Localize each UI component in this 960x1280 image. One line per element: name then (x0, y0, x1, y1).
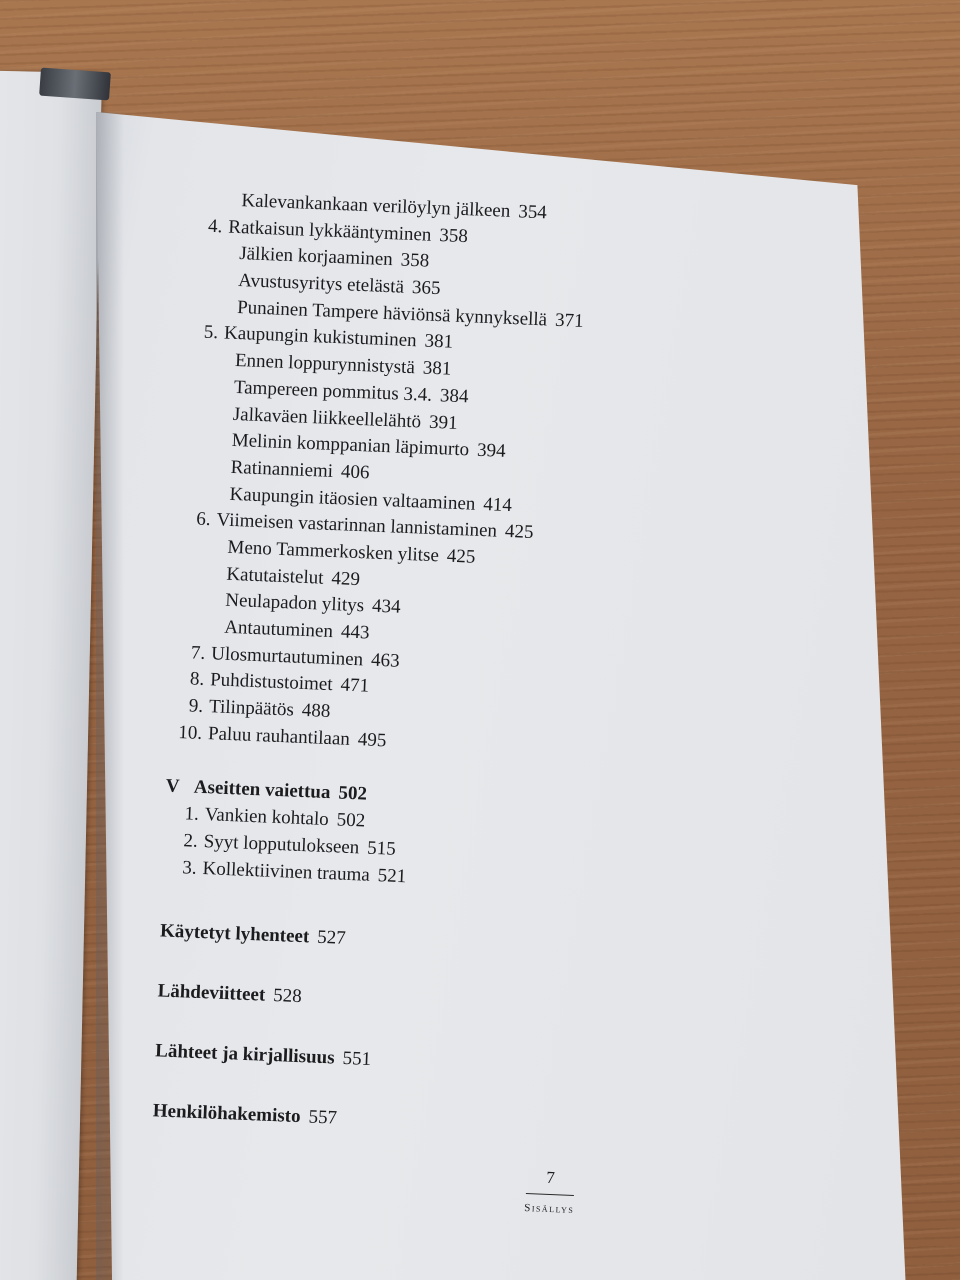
toc-title: Meno Tammerkosken ylitse (227, 536, 440, 567)
toc-title: Antautuminen (223, 616, 334, 643)
toc-title: Ratkaisun lykkääntyminen (227, 216, 432, 246)
toc-page-number: 371 (554, 309, 584, 332)
toc-chapter-number: 1. (184, 803, 200, 825)
toc-title: Kollektiivinen trauma (202, 857, 371, 886)
toc-page-number: 414 (482, 493, 513, 516)
toc-title: Lähteet ja kirjallisuus (154, 1040, 335, 1069)
toc-chapter-number: 2. (183, 830, 199, 852)
toc-title: Ulosmurtautuminen (210, 642, 364, 671)
toc-page-number: 502 (336, 809, 366, 832)
toc-title: Tilinpäätös (208, 696, 295, 721)
toc-page-number: 488 (301, 699, 331, 723)
toc-title: Jälkien korjaaminen (238, 243, 394, 271)
toc-page-number: 502 (337, 782, 368, 806)
toc-title: Kaupungin itäosien valtaaminen (229, 483, 476, 515)
page-footer (504, 1166, 596, 1217)
toc-title: Ratinanniemi (230, 456, 334, 482)
toc-page-number: 381 (424, 330, 454, 354)
toc-back-matter-entry (155, 1037, 676, 1088)
toc-page-number: 434 (371, 595, 401, 619)
page-number: 7 (545, 1167, 556, 1188)
toc-page-number: 443 (340, 621, 370, 644)
toc-page-number: 557 (308, 1106, 338, 1129)
toc-page-number: 471 (340, 674, 370, 697)
toc-title: Henkilöhakemisto (152, 1100, 301, 1128)
toc-chapter-number: 9. (188, 695, 204, 717)
toc-page-number: 358 (400, 249, 430, 273)
toc-page-number: 528 (272, 985, 303, 1008)
toc-page-number: 521 (377, 864, 407, 887)
toc-title: Vankien kohtalo (204, 804, 330, 831)
toc-page-number: 425 (446, 545, 476, 568)
toc-chapter-number: 3. (181, 856, 198, 879)
toc-title: Melinin komppanian läpimurto (231, 430, 470, 461)
toc-page-number: 527 (316, 926, 347, 950)
toc-title: Ennen loppurynnistystä (234, 350, 416, 379)
toc-title: Kaupungin kukistuminen (223, 322, 418, 352)
toc-chapter-number: 6. (195, 508, 212, 531)
toc-chapter-number: 10. (177, 721, 203, 744)
toc-page-number: 394 (476, 439, 506, 463)
running-head: Sisällys (523, 1201, 575, 1216)
toc-page-number: 515 (366, 837, 397, 860)
toc-title: Käytetyt lyhenteet (159, 920, 310, 948)
toc-title: Tampereen pommitus 3.4. (233, 376, 433, 406)
toc-page-number: 365 (411, 277, 441, 300)
toc-title: Syyt lopputulokseen (203, 830, 360, 859)
toc-page-number: 354 (517, 201, 548, 224)
toc-back-matter-entry (159, 917, 680, 968)
toc-page-number: 358 (438, 224, 469, 247)
toc-chapter-number: 7. (190, 642, 206, 664)
left-page-edge (0, 70, 102, 1280)
toc-title: Avustusyritys etelästä (237, 270, 405, 298)
toc-title: Lähdeviitteet (157, 980, 266, 1006)
toc-chapter-number: 5. (203, 322, 219, 344)
toc-title: Jalkaväen liikkeellelähtö (232, 403, 422, 432)
toc-title: Paluu rauhantilaan (207, 722, 351, 750)
toc-part-title: Aseitten vaiettua (193, 777, 331, 804)
toc-page-number: 429 (331, 567, 361, 590)
toc-page-number: 406 (340, 461, 370, 484)
toc-page-number: 384 (439, 385, 469, 408)
toc-title: Kalevankankaan verilöylyn jälkeen (241, 190, 511, 222)
toc-page-number: 551 (342, 1048, 372, 1071)
toc-title: Punainen Tampere häviönsä kynnyksellä (236, 296, 548, 331)
toc-chapter-number: 4. (207, 215, 223, 238)
toc-page-number: 463 (370, 649, 401, 672)
toc-part-numeral: V (165, 775, 181, 798)
toc-page-number: 391 (428, 411, 458, 434)
toc-title: Neulapadon ylitys (224, 590, 365, 617)
toc-page-number: 381 (422, 357, 452, 380)
toc-page-number: 495 (357, 728, 387, 752)
toc-title: Viimeisen vastarinnan lannistaminen (216, 509, 498, 542)
toc-title: Katutaistelut (226, 563, 324, 589)
toc-chapter-number: 8. (189, 668, 205, 691)
toc-title: Puhdistustoimet (209, 669, 333, 696)
table-of-contents (152, 186, 709, 1147)
footer-rule (526, 1193, 574, 1196)
book-spine (39, 68, 111, 101)
toc-back-matter-entry (157, 977, 678, 1028)
toc-page-number: 425 (504, 521, 534, 544)
